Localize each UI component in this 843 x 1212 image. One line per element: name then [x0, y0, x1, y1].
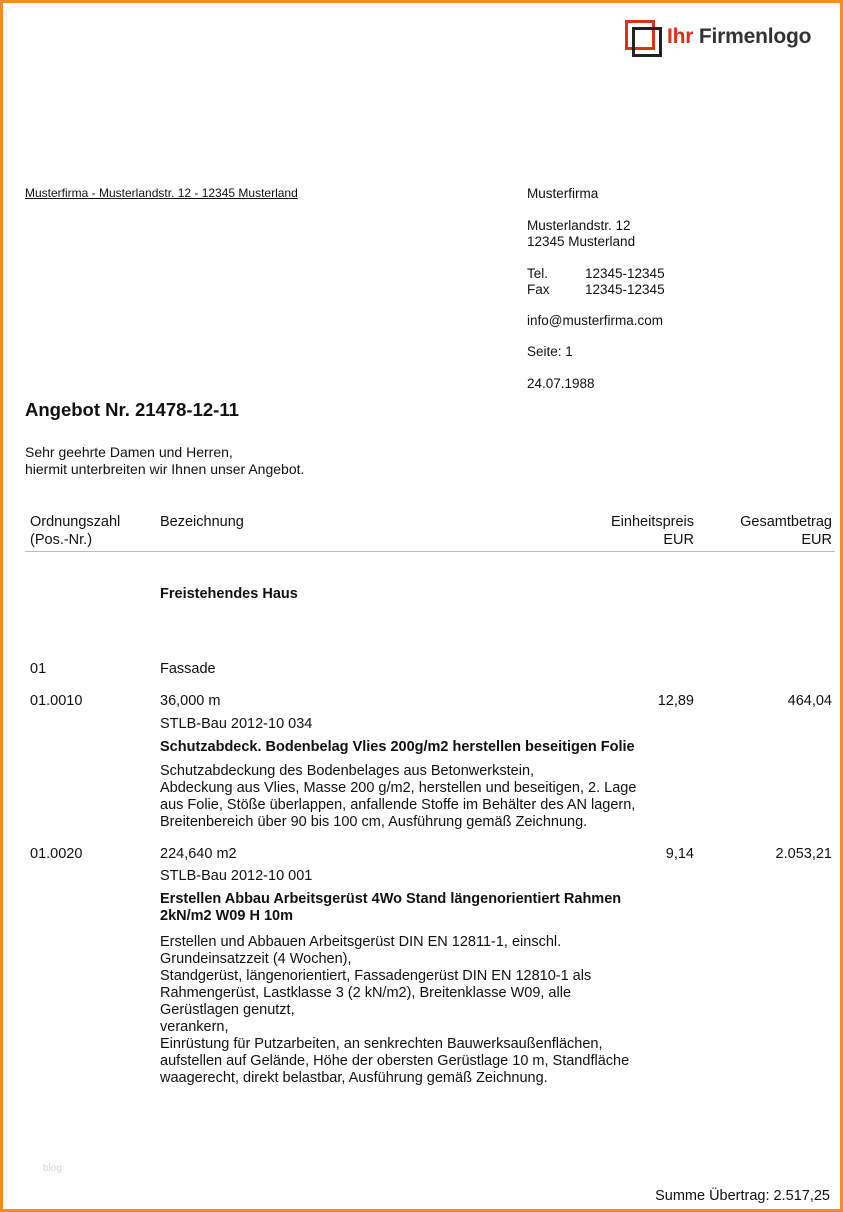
item-position: 01.0020: [30, 846, 83, 862]
greeting: Sehr geehrte Damen und Herren, hiermit unterbreiten wir Ihnen unser Angebot.: [25, 444, 305, 477]
carry-over-sum: Summe Übertrag: 2.517,25: [655, 1188, 830, 1204]
item-unit-price: 9,14: [665, 846, 694, 862]
company-fax: Fax 12345-12345: [527, 282, 665, 297]
item-code: STLB-Bau 2012-10 034: [160, 716, 313, 732]
header-divider: [25, 551, 835, 552]
item-quantity: 36,000 m: [160, 693, 221, 709]
item-quantity: 224,640 m2: [160, 846, 237, 862]
item-total: 2.053,21: [775, 846, 832, 862]
offer-title: Angebot Nr. 21478-12-11: [25, 399, 239, 420]
company-street: Musterlandstr. 12: [527, 218, 631, 233]
item-short-text: Schutzabdeck. Bodenbelag Vlies 200g/m2 herstellen beseitigen Folie: [160, 739, 635, 755]
item-unit-price: 12,89: [657, 693, 694, 709]
sender-address-line: Musterfirma - Musterlandstr. 12 - 12345 Musterland: [25, 186, 298, 200]
logo-text: Ihr Firmenlogo: [667, 25, 812, 48]
item-position: 01.0010: [30, 693, 83, 709]
item-short-text: Erstellen Abbau Arbeitsgerüst 4Wo Stand längenorientiert Rahmen 2kN/m2 W09 H 10m: [160, 891, 622, 924]
company-tel: Tel. 12345-12345: [527, 266, 665, 281]
watermark-text: blog: [43, 1163, 62, 1174]
page-number: Seite: 1: [527, 344, 573, 359]
header-unit-price: Einheitspreis EUR: [610, 514, 694, 548]
company-email: info@musterfirma.com: [527, 313, 663, 328]
section-title: Freistehendes Haus: [160, 586, 298, 602]
logo-squares-icon: [625, 20, 659, 54]
document-date: 24.07.1988: [527, 376, 595, 391]
item-long-text: Schutzabdeckung des Bodenbelages aus Betonwerkstein, Abdeckung aus Vlies, Masse 200 g/m2, herstellen und beseitigen, 2. Lage aus Folie, Stöße überlappen, anfallende Stoffe im Behälter des AN lagern, Breitenbereich über 90 bis 100 cm, Ausführung gemäß Zeichnung.: [160, 763, 637, 830]
group-position: 01: [30, 661, 47, 677]
item-long-text: Erstellen und Abbauen Arbeitsgerüst DIN EN 12811-1, einschl. Grundeinsatzzeit (4 Wochen), Standgerüst, längenorientiert, Fassadengerüst DIN EN 12810-1 als Rahmengerüst, Lastklasse 3 (2 kN/m2), Breitenklasse W09, alle Gerüstlagen genutzt, verankern, Einrüstung für Putzarbeiten, an senkrechten Bauwerksaußenflächen, aufstellen auf Gelände, Höhe der obersten Gerüstlage 10 m, Standfläche waagerecht, direkt belastbar, Ausführung gemäß Zeichnung.: [160, 934, 630, 1086]
item-total: 464,04: [787, 693, 832, 709]
header-total: Gesamtbetrag EUR: [740, 514, 832, 548]
group-label: Fassade: [160, 661, 216, 677]
item-code: STLB-Bau 2012-10 001: [160, 868, 313, 884]
header-description: Bezeichnung: [160, 514, 244, 530]
company-logo: [625, 19, 811, 55]
header-position: Ordnungszahl (Pos.-Nr.): [30, 514, 121, 548]
company-name: Musterfirma: [527, 186, 599, 201]
company-city: 12345 Musterland: [527, 234, 636, 249]
